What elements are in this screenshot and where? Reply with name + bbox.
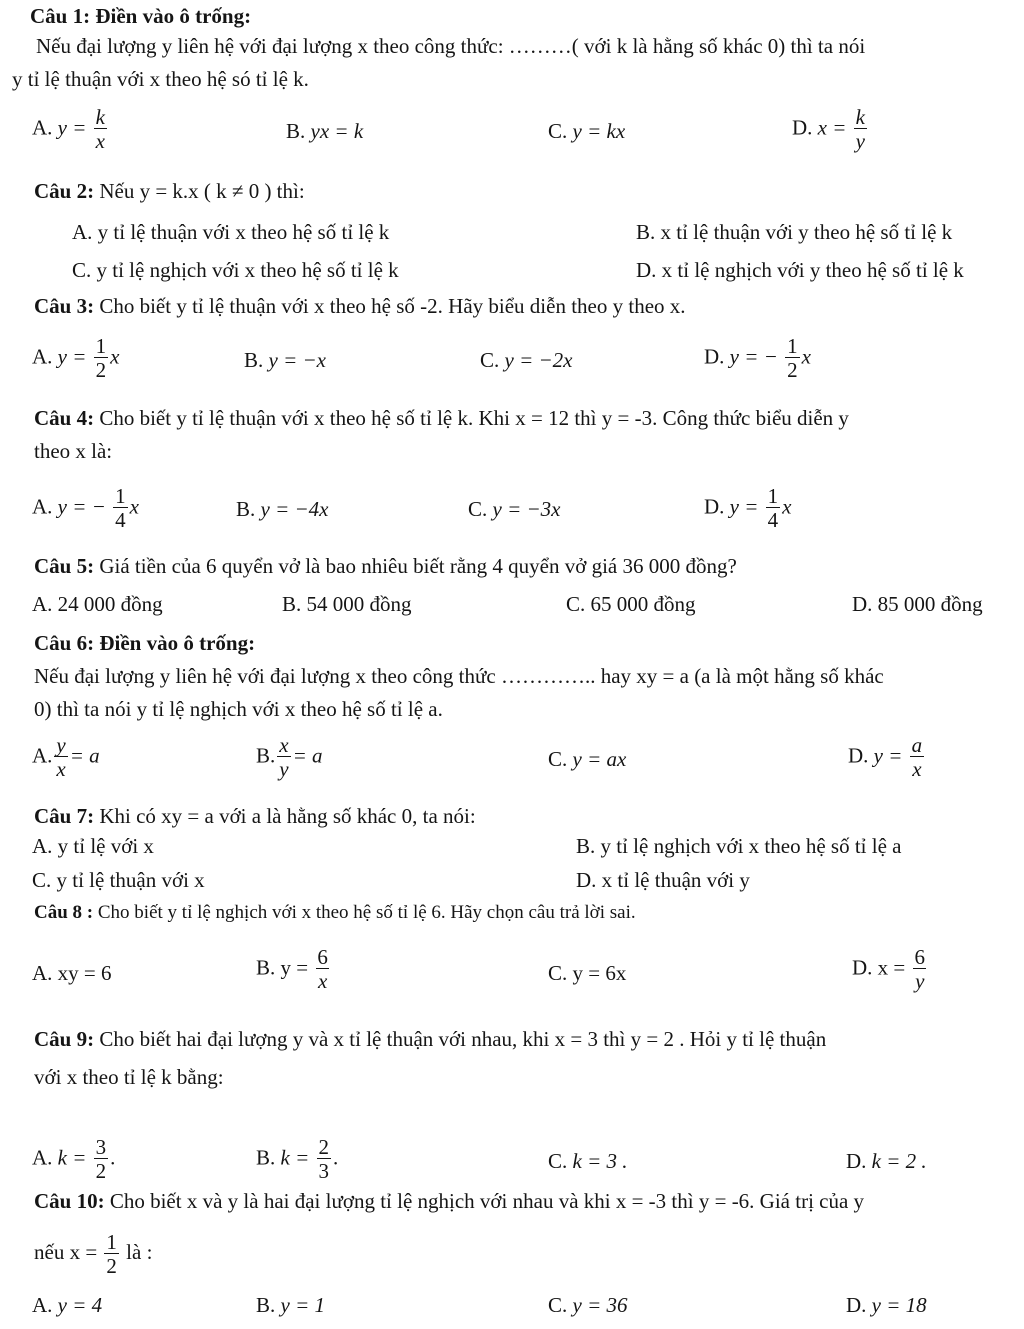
- q7-option-c[interactable]: C. y tỉ lệ thuận với x: [32, 868, 205, 892]
- q6-title: Câu 6: Điền vào ô trống:: [34, 631, 256, 655]
- q6-option-d[interactable]: D. y = $\frac{a}{x}$: [848, 733, 923, 781]
- q9-question-line2: với x theo tỉ lệ k bằng:: [34, 1065, 224, 1089]
- q10-question-line2: nếu x = $\frac{1}{2}$ là :: [34, 1229, 153, 1278]
- q1-option-c[interactable]: C. y = kx: [548, 119, 626, 143]
- q3-option-b[interactable]: B. y = −x: [244, 348, 326, 372]
- q3-option-a[interactable]: A. y = $\frac{1}{2}$ x: [32, 334, 120, 382]
- q5-option-d[interactable]: D. 85 000 đồng: [852, 592, 983, 616]
- q6-option-c[interactable]: C. y = ax: [548, 747, 627, 771]
- q2-option-b[interactable]: B. x tỉ lệ thuận với y theo hệ số tỉ lệ k: [636, 220, 953, 244]
- q7-option-b[interactable]: B. y tỉ lệ nghịch với x theo hệ số tỉ lệ a: [576, 834, 902, 858]
- q5-option-c[interactable]: C. 65 000 đồng: [566, 592, 696, 616]
- q1-option-b[interactable]: B. yx = k: [286, 119, 364, 143]
- q4-option-b[interactable]: B. y = −4x: [236, 497, 329, 521]
- q9-option-b[interactable]: B. k = $\frac{2}{3}$ .: [256, 1135, 339, 1183]
- q6-option-a[interactable]: A. $\frac{y}{x}$ = a: [32, 733, 100, 781]
- q8-option-c[interactable]: C. y = 6x: [548, 961, 627, 985]
- q9-question-line1: Câu 9: Cho biết hai đại lượng y và x tỉ lệ thuận với nhau, khi x = 3 thì y = 2 . Hỏi y tỉ lệ thuận: [34, 1027, 827, 1051]
- q1-option-a[interactable]: A. y = $\frac{k}{x}$: [32, 105, 105, 153]
- q10-question-line1: Câu 10: Cho biết x và y là hai đại lượng tỉ lệ nghịch với nhau và khi x = -3 thì y = -6. Giá trị của y: [34, 1189, 865, 1213]
- q1-text-line2: y tỉ lệ thuận với x theo hệ só tỉ lệ k.: [12, 67, 309, 91]
- q3-question: Câu 3: Cho biết y tỉ lệ thuận với x theo hệ số -2. Hãy biểu diễn theo y theo x.: [34, 294, 686, 318]
- q7-option-d[interactable]: D. x tỉ lệ thuận với y: [576, 868, 750, 892]
- q4-option-d[interactable]: D. y = $\frac{1}{4}$ x: [704, 484, 792, 532]
- q2-option-c[interactable]: C. y tỉ lệ nghịch với x theo hệ số tỉ lệ k: [72, 258, 399, 282]
- q4-option-c[interactable]: C. y = −3x: [468, 497, 561, 521]
- q7-option-a[interactable]: A. y tỉ lệ với x: [32, 834, 154, 858]
- q9-option-d[interactable]: D. k = 2 .: [846, 1149, 927, 1173]
- q7-question: Câu 7: Khi có xy = a với a là hằng số khác 0, ta nói:: [34, 804, 476, 828]
- q6-text-line2: 0) thì ta nói y tỉ lệ nghịch với x theo hệ số tỉ lệ a.: [34, 697, 443, 721]
- q1-option-d[interactable]: D. x = $\frac{k}{y}$: [792, 105, 865, 153]
- q2-option-d[interactable]: D. x tỉ lệ nghịch với y theo hệ số tỉ lệ k: [636, 258, 964, 282]
- q5-option-b[interactable]: B. 54 000 đồng: [282, 592, 412, 616]
- q2-option-a[interactable]: A. y tỉ lệ thuận với x theo hệ số tỉ lệ k: [72, 220, 390, 244]
- q8-option-a[interactable]: A. xy = 6: [32, 961, 112, 985]
- q5-option-a[interactable]: A. 24 000 đồng: [32, 592, 163, 616]
- q4-option-a[interactable]: A. y = − $\frac{1}{4}$ x: [32, 484, 139, 532]
- q3-option-c[interactable]: C. y = −2x: [480, 348, 573, 372]
- q5-question: Câu 5: Giá tiền của 6 quyển vở là bao nhiêu biết rằng 4 quyển vở giá 36 000 đồng?: [34, 554, 737, 578]
- q8-option-b[interactable]: B. y = $\frac{6}{x}$: [256, 945, 328, 993]
- q10-option-c[interactable]: C. y = 36: [548, 1293, 628, 1317]
- q10-option-a[interactable]: A. y = 4: [32, 1293, 103, 1317]
- q1-text-line1: Nếu đại lượng y liên hệ với đại lượng x theo công thức: ………( với k là hằng số khác 0) thì ta nói: [36, 34, 866, 58]
- q4-question-line2: theo x là:: [34, 439, 113, 463]
- q10-option-d[interactable]: D. y = 18: [846, 1293, 927, 1317]
- q3-option-d[interactable]: D. y = − $\frac{1}{2}$ x: [704, 334, 811, 382]
- q9-option-c[interactable]: C. k = 3 .: [548, 1149, 628, 1173]
- q8-question: Câu 8 : Cho biết y tỉ lệ nghịch với x theo hệ số tỉ lệ 6. Hãy chọn câu trả lời sai.: [34, 902, 636, 923]
- q2-question: Câu 2: Nếu y = k.x ( k ≠ 0 ) thì:: [34, 179, 305, 203]
- q1-title: Câu 1: Điền vào ô trống:: [30, 4, 252, 28]
- q4-question-line1: Câu 4: Cho biết y tỉ lệ thuận với x theo hệ số tỉ lệ k. Khi x = 12 thì y = -3. Công thức biểu diễn y: [34, 406, 849, 430]
- q8-option-d[interactable]: D. x = $\frac{6}{y}$: [852, 945, 926, 993]
- q10-option-b[interactable]: B. y = 1: [256, 1293, 326, 1317]
- q6-option-b[interactable]: B. $\frac{x}{y}$ = a: [256, 733, 323, 781]
- q9-option-a[interactable]: A. k = $\frac{3}{2}$ .: [32, 1135, 116, 1183]
- q6-text-line1: Nếu đại lượng y liên hệ với đại lượng x theo công thức ………….. hay xy = a (a là một hằng số khác: [34, 664, 884, 688]
